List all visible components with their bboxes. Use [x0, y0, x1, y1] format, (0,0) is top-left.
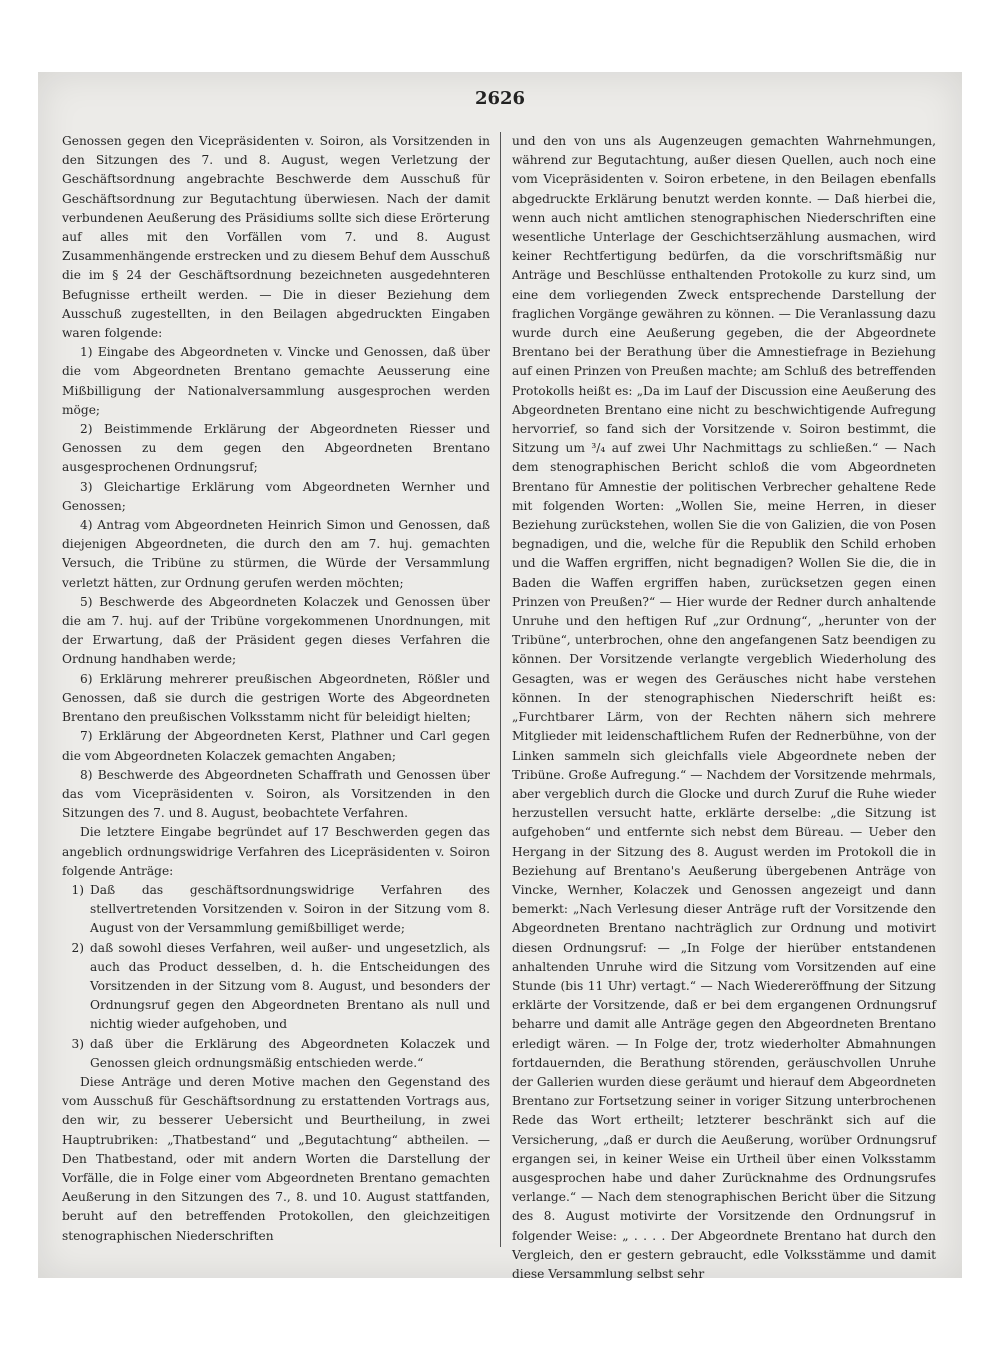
motion-number: 1)	[71, 882, 84, 897]
list-item: 8) Beschwerde des Abgeordneten Schaffrath und Genossen über das vom Vicepräsidenten v. Soiron, als Vorsitzenden in den Sitzungen des 7. und 8. August, beobachtete Verfahren.	[62, 767, 490, 821]
motion-text: Daß das geschäftsordnungswidrige Verfahren des stellvertretenden Vorsitzenden v. Soiron in der Sitzung vom 8. August von der Versammlung gemißbilliget werde;	[90, 882, 490, 936]
motion-text: daß sowohl dieses Verfahren, weil außer- und ungesetzlich, als auch das Product desselben, d. h. die Entscheidungen des Vorsitzenden in der Sitzung vom 8. August, und besonders der Ordnungsruf gegen den Abgeordneten Brentano als null und nichtig wieder aufgehoben, und	[90, 940, 490, 1032]
list-item: 2) Beistimmende Erklärung der Abgeordneten Riesser und Genossen zu dem gegen den Abgeordneten Brentano ausgesprochenen Ordnungsruf;	[62, 422, 490, 475]
motion-text: daß über die Erklärung des Abgeordneten Kolaczek und Genossen gleich ordnungsmäßig entschieden werde.“	[90, 1036, 490, 1070]
page-number: 2626	[474, 88, 526, 109]
motion-item	[62, 881, 490, 939]
motion-number: 2)	[71, 940, 84, 955]
left-column	[62, 132, 490, 1250]
list-item: 4) Antrag vom Abgeordneten Heinrich Simon und Genossen, daß diejenigen Abgeordneten, die durch den am 7. huj. gemachten Versuch, die Tribüne zu stürmen, die Würde der Versammlung verletzt hätten, zur Ordnung gerufen werden möchten;	[62, 518, 490, 590]
list-item: 5) Beschwerde des Abgeordneten Kolaczek und Genossen über die am 7. huj. auf der Tribüne vorgekommenen Unordnungen, mit der Erwartung, daß der Präsident gegen dieses Verfahren die Ordnung handhaben werde;	[62, 594, 490, 667]
closing-paragraph: Diese Anträge und deren Motive machen den Gegenstand des vom Ausschuß für Geschäftsordnung zu erstattenden Vortrags aus, den wir, zu besserer Uebersicht und Beurtheilung, in zwei Hauptrubriken: „Thatbestand“ und „Begutachtung“ abtheilen. — Den Thatbestand, oder mit andern Worten die Darstellung der Vorfälle, die in Folge einer vom Abgeordneten Brentano gemachten Aeußerung in den Sitzungen des 7., 8. und 10. August stattfanden, beruht auf den betreffenden Protokollen, den gleichzeitigen stenographischen Niederschriften	[62, 1074, 490, 1243]
list-item: 6) Erklärung mehrerer preußischen Abgeordneten, Rößler und Genossen, daß sie durch die gestrigen Worte des Abgeordneten Brentano den preußischen Volksstamm nicht für beleidigt hielten;	[62, 671, 490, 725]
motion-number: 3)	[71, 1036, 84, 1051]
motion-item	[62, 939, 490, 1035]
left-intro-paragraph: Genossen gegen den Vicepräsidenten v. Soiron, als Vorsitzenden in den Sitzungen des 7. und 8. August, wegen Verletzung der Geschäftsordnung angebrachte Beschwerde dem Ausschuß für Geschäftsordnung zur Begutachtung überwiesen. Nach der damit verbundenen Aeußerung des Präsidiums sollte sich diese Erörterung auf alles mit den Vorfällen vom 7. und 8. August Zusammenhängende erstrecken und zu diesem Behuf dem Ausschuß die im § 24 der Geschäftsordnung bezeichneten ausgedehnteren Befugnisse ertheilt werden. — Die in dieser Beziehung dem Ausschuß zugestellten, in den Beilagen abgedruckten Eingaben waren folgende:	[62, 134, 490, 341]
right-column-text: und den von uns als Augenzeugen gemachten Wahrnehmungen, während zur Begutachtung, außer diesen Quellen, auch noch eine vom Vicepräsidenten v. Soiron erbetene, in den Beilagen ebenfalls abgedruckte Erklärung benutzt werden konnte. — Daß hierbei die, wenn auch nicht amtlichen stenographischen Niederschriften eine wesentliche Unterlage der Geschichtserzählung ausmachen, wird keiner Rechtfertigung bedürfen, da die vorschriftsmäßig nur Anträge und Beschlüsse enthaltenden Protokolle zu kurz sind, um eine dem vorliegenden Zweck entsprechende Darstellung der fraglichen Vorgänge gewähren zu können. — Die Veranlassung dazu wurde durch eine Aeußerung gegeben, die der Abgeordnete Brentano bei der Berathung über die Amnestiefrage in Beziehung auf einen Prinzen von Preußen machte; am Schluß des betreffenden Protokolls heißt es: „Da im Lauf der Discussion eine Aeußerung des Abgeordneten Brentano eine nicht zu beschwichtigende Aufregung hervorrief, so fand sich der Vorsitzende v. Soiron bestimmt, die Sitzung um ³/₄ auf zwei Uhr Nachmittags zu schließen.“ — Nach dem stenographischen Bericht schloß die vom Abgeordneten Brentano für Amnestie der politischen Verbrecher gehaltene Rede mit folgenden Worten: „Wollen Sie, meine Herren, in dieser Beziehung zurückstehen, wollen Sie die von Galizien, die von Posen begnadigen, und die, welche für die Republik den Schild erhoben und die Waffen ergriffen, nicht begnadigen? Wollen Sie die, die in Baden die Waffen ergriffen haben, zurücksetzen gegen einen Prinzen von Preußen?“ — Hier wurde der Redner durch anhaltende Unruhe und den heftigen Ruf „zur Ordnung“, „herunter von der Tribüne“, unterbrochen, ohne den angefangenen Satz beendigen zu können. Der Vorsitzende verlangte vergeblich Wiederholung des Gesagten, was er wegen des Geräusches nicht habe verstehen können. In der stenographischen Niederschrift heißt es: „Furchtbarer Lärm, von der Rechten nähern sich mehrere Mitglieder mit leidenschaftlichem Rufen der Rednerbühne, von der Linken sammeln sich gleichfalls viele Abgeordnete neben der Tribüne. Große Aufregung.“ — Nachdem der Vorsitzende mehrmals, aber vergeblich durch die Glocke und durch Zuruf die Ruhe wieder herzustellen versucht hatte, erklärte derselbe: „die Sitzung ist aufgehoben“ und entfernte sich nebst dem Büreau. — Ueber den Hergang in der Sitzung des 8. August werden im Protokoll die in Beziehung auf Brentano's Aeußerung übergebenen Anträge von Vincke, Wernher, Kolaczek und Genossen angezeigt und dann bemerkt: „Nach Verlesung dieser Anträge ruft der Vorsitzende den Abgeordneten Brentano nachträglich zur Ordnung und motivirt diesen Ordnungsruf: — „In Folge der hierüber entstandenen anhaltenden Unruhe wird die Sitzung vom Vorsitzenden auf eine Stunde (bis 11 Uhr) vertagt.“ — Nach Wiedereröffnung der Sitzung erklärte der Vorsitzende, daß er bei dem ergangenen Ordnungsruf beharre und damit alle Anträge gegen den Abgeordneten Brentano erledigt wären. — In Folge der, trotz wiederholter Abmahnungen fortdauernden, die Berathung störenden, geräuschvollen Unruhe der Gallerien wurden diese geräumt und hierauf dem Abgeordneten Brentano zur Fortsetzung seiner in voriger Sitzung unterbrochenen Rede das Wort ertheilt; letzterer beschränkt sich auf die Versicherung, „daß er durch die Aeußerung, worüber Ordnungsruf ergangen sei, in keiner Weise ein Urtheil über einen Volksstamm ausgesprochen habe und daher Zurücknahme des Ordnungsrufes verlange.“ — Nach dem stenographischen Bericht über die Sitzung des 8. August motivirte der Vorsitzende den Ordnungsruf in folgender Weise: „ . . . . Der Abgeordnete Brentano hat durch den Vergleich, den er gestern gebraucht, edle Volksstämme und damit diese Versammlung selbst sehr	[512, 134, 936, 1281]
list-item: 3) Gleichartige Erklärung vom Abgeordneten Wernher und Genossen;	[62, 479, 490, 513]
list-item: 7) Erklärung der Abgeordneten Kerst, Plathner und Carl gegen die vom Abgeordneten Kolaczek gemachten Angaben;	[62, 729, 490, 763]
list-item: 1) Eingabe des Abgeordneten v. Vincke und Genossen, daß über die vom Abgeordneten Brentano gemachte Aeusserung eine Mißbilligung der Nationalversammlung ausgesprochen werden möge;	[62, 345, 490, 417]
motion-intro-paragraph: Die letztere Eingabe begründet auf 17 Beschwerden gegen das angeblich ordnungswidrige Verfahren des Licepräsidenten v. Soiron folgende Anträge:	[62, 825, 490, 878]
column-divider	[500, 132, 501, 1247]
motion-item	[62, 1035, 490, 1073]
right-column	[512, 132, 936, 1281]
